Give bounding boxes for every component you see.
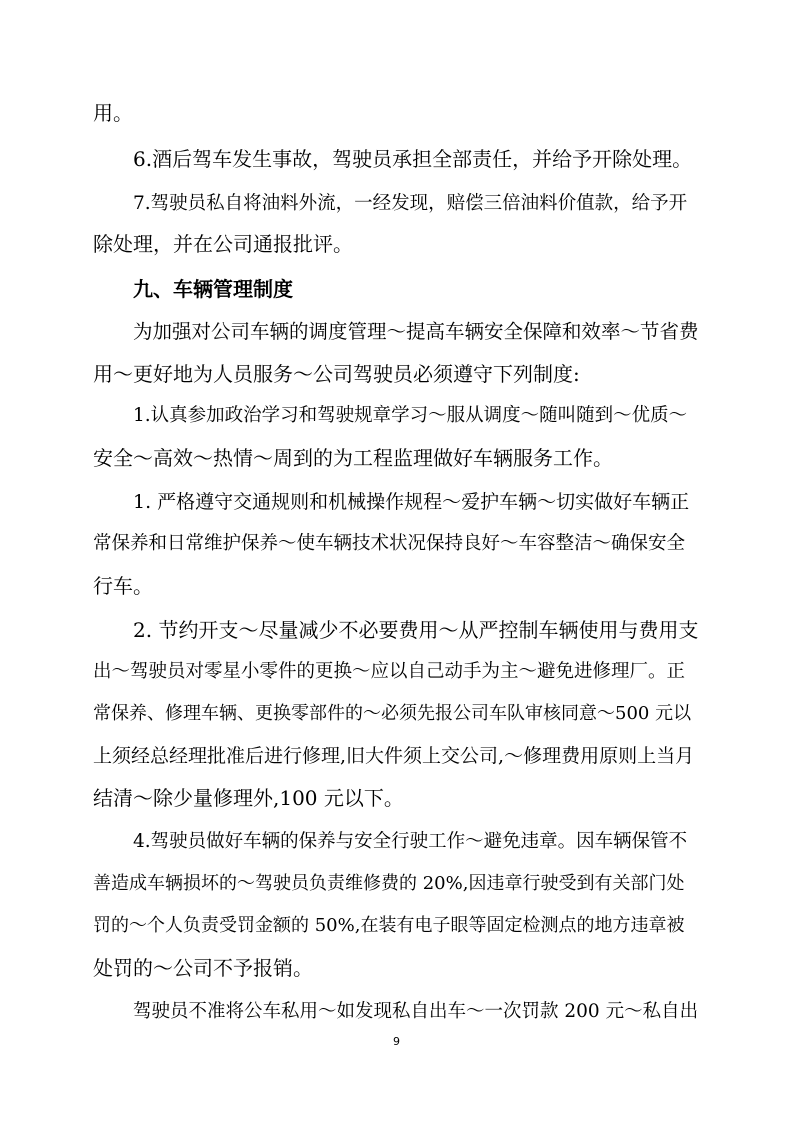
text-line: 驾驶员不准将公车私用～如发现私自出车～一次罚款 200 元～私自出 — [133, 1001, 699, 1022]
text-line: 用～更好地为人员服务～公司驾驶员必须遵守下列制度: — [93, 362, 580, 386]
text-line: 常保养和日常维护保养～使车辆技术状况保持良好～车容整洁～确保安全 — [93, 533, 686, 554]
text-line: 罚的～个人负责受罚金额的 50%,在装有电子眼等固定检测点的地方违章被 — [93, 915, 685, 936]
text-line: 结清～除少量修理外,100 元以下。 — [93, 786, 404, 810]
section-heading: 九、车辆管理制度 — [133, 277, 293, 301]
text-line: 6.酒后驾车发生事故，驾驶员承担全部责任，并给予开除处理。 — [133, 147, 693, 171]
text-line: 上须经总经理批准后进行修理,旧大件须上交公司,～修理费用原则上当月 — [93, 745, 695, 767]
text-line: 用。 — [93, 101, 133, 125]
page-number: 9 — [393, 1035, 400, 1048]
text-line: 4.驾驶员做好车辆的保养与安全行驶工作～避免违章。因车辆保管不 — [133, 831, 688, 852]
text-line: 1. 严格遵守交通规则和机械操作规程～爱护车辆～切实做好车辆正 — [133, 491, 690, 513]
text-line: 行车。 — [93, 574, 153, 598]
text-line: 2. 节约开支～尽量减少不必要费用～从严控制车辆使用与费用支 — [133, 618, 699, 642]
text-line: 7.驾驶员私自将油料外流，一经发现，赔偿三倍油料价值款，给予开 — [133, 193, 688, 214]
text-line: 安全～高效～热情～周到的为工程监理做好车辆服务工作。 — [93, 446, 613, 470]
text-line: 处罚的～公司不予报销。 — [93, 956, 313, 980]
text-line: 除处理，并在公司通报批评。 — [93, 232, 353, 256]
text-line: 为加强对公司车辆的调度管理～提高车辆安全保障和效率～节省费 — [133, 320, 699, 343]
text-line: 出～驾驶员对零星小零件的更换～应以自己动手为主～避免进修理厂。正 — [93, 661, 686, 682]
text-line: 常保养、修理车辆、更换零部件的～必须先报公司车队审核同意～500 元以 — [93, 703, 692, 724]
text-line: 善造成车辆损坏的～驾驶员负责维修费的 20%,因违章行驶受到有关部门处 — [93, 873, 685, 894]
text-line: 1.认真参加政治学习和驾驶规章学习～服从调度～随叫随到～优质～ — [133, 405, 688, 426]
